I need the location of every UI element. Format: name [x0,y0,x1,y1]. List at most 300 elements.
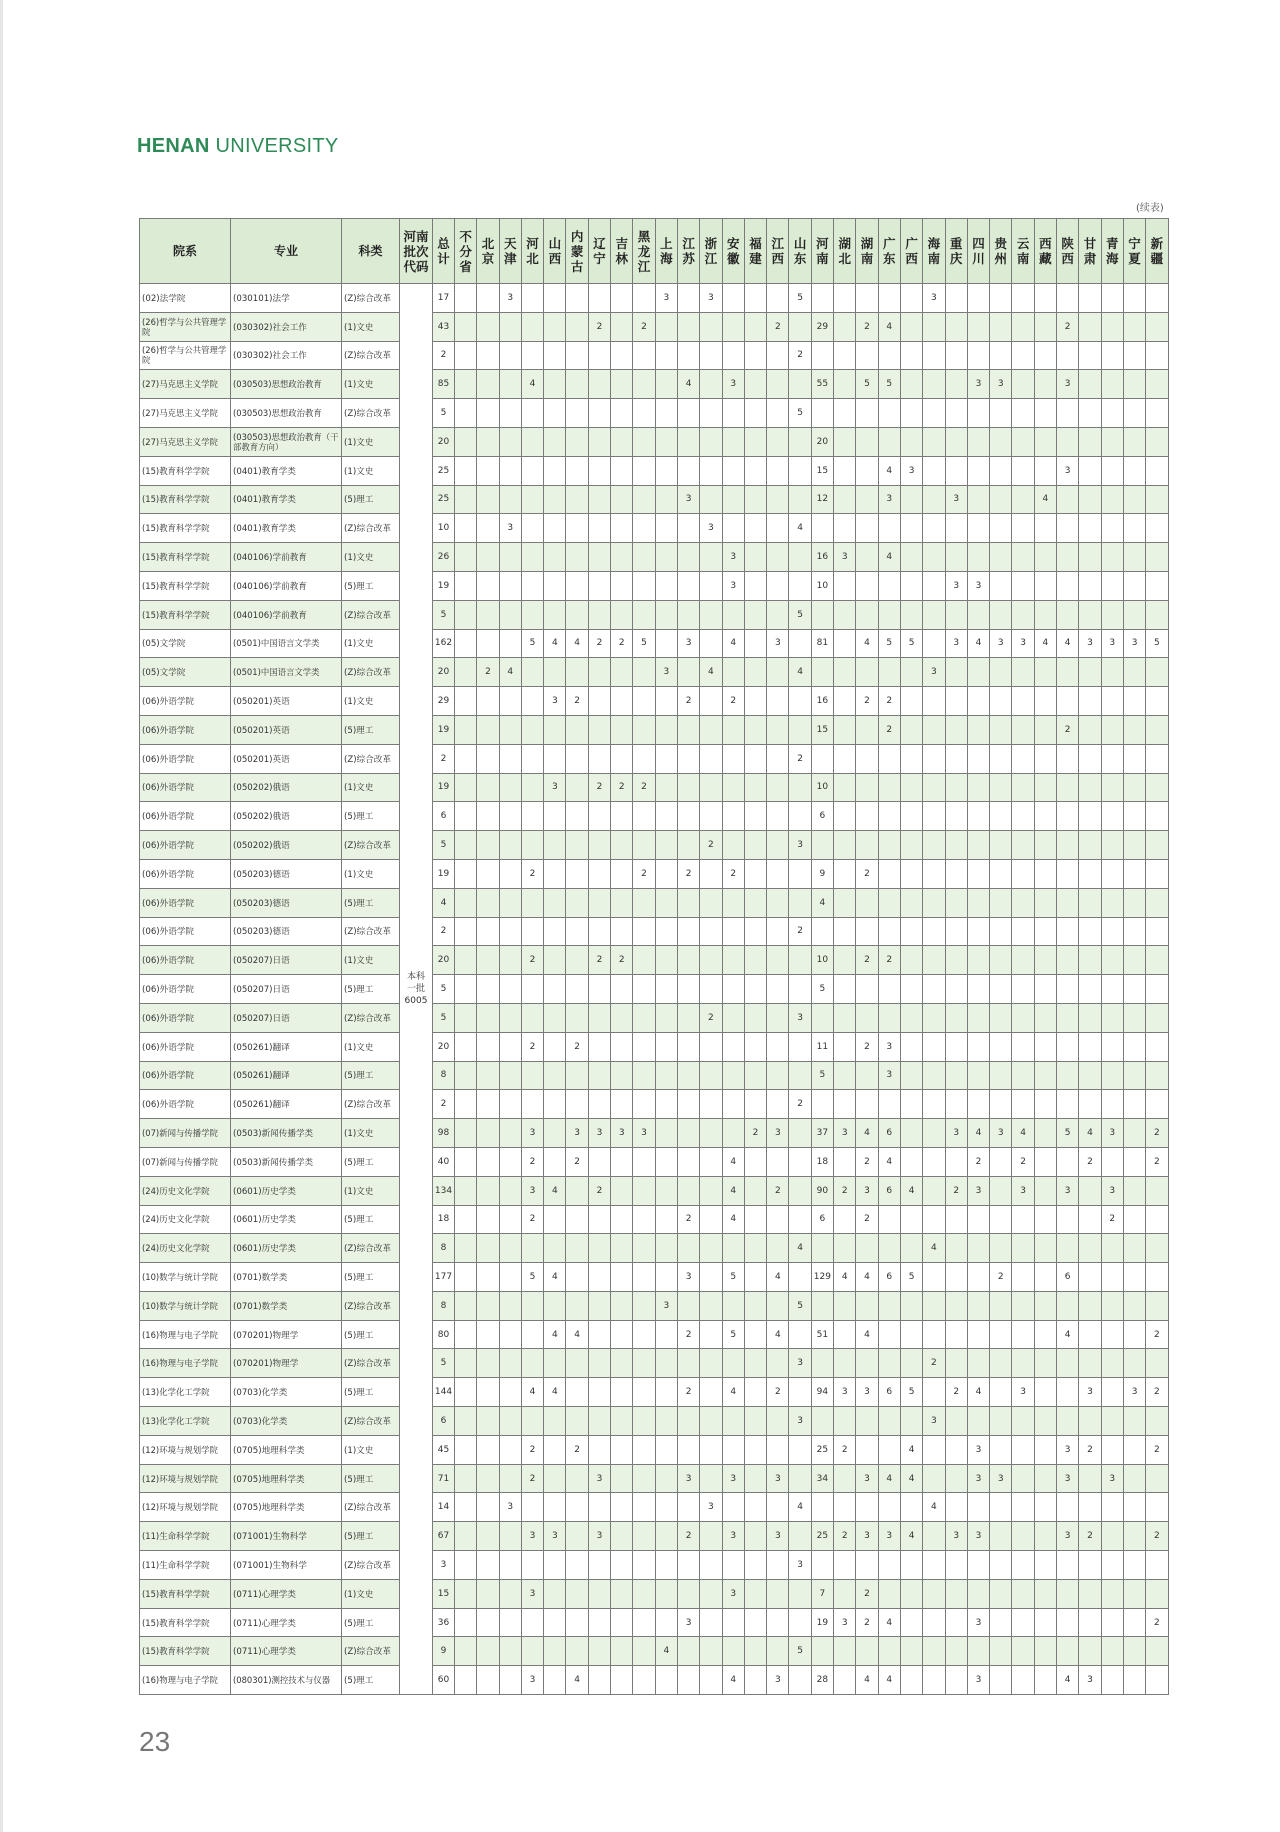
province-cell [722,1003,744,1032]
province-cell: 3 [1079,629,1101,658]
province-cell [900,1032,922,1061]
province-cell [923,888,945,917]
province-cell: 3 [722,543,744,572]
province-cell [945,600,967,629]
category-cell: (5)理工 [342,1147,400,1176]
province-cell [477,284,499,313]
province-cell [544,514,566,543]
province-cell [878,1234,900,1263]
province-cell [499,975,521,1004]
province-cell [700,744,722,773]
province-cell [544,1147,566,1176]
major-cell: (050201)英语 [231,687,342,716]
province-cell [611,456,633,485]
province-cell [900,1234,922,1263]
province-cell [722,1349,744,1378]
province-cell [588,687,610,716]
province-cell [477,1522,499,1551]
province-cell: 3 [967,370,989,399]
college-cell: (12)环境与规划学院 [140,1493,231,1522]
header-province: 河北 [521,219,543,284]
province-cell [990,1579,1012,1608]
province-cell [477,1551,499,1580]
province-cell: 2 [789,744,811,773]
province-cell: 3 [521,1176,543,1205]
total-cell: 20 [433,658,455,687]
province-cell [878,859,900,888]
category-cell: (1)文史 [342,427,400,456]
province-cell [677,1090,699,1119]
province-cell [923,427,945,456]
province-cell [633,1464,655,1493]
province-cell [1034,1176,1056,1205]
table-row [140,1435,1169,1464]
province-cell [677,1407,699,1436]
province-cell [588,1032,610,1061]
province-cell [611,284,633,313]
header-major: 专业 [231,219,342,284]
province-cell: 4 [856,629,878,658]
province-cell [455,1291,477,1320]
province-cell [767,571,789,600]
category-cell: (1)文史 [342,859,400,888]
province-cell [990,1205,1012,1234]
province-cell [700,1637,722,1666]
province-cell [499,888,521,917]
province-cell: 2 [722,687,744,716]
province-cell [677,600,699,629]
province-cell [744,859,766,888]
province-cell [633,1032,655,1061]
province-cell [544,1291,566,1320]
province-cell [544,831,566,860]
province-cell [811,1291,833,1320]
province-cell: 5 [789,284,811,313]
province-cell [1012,1291,1034,1320]
province-cell: 3 [878,1061,900,1090]
province-cell [499,456,521,485]
province-cell [722,1435,744,1464]
province-cell [856,831,878,860]
province-cell [1123,514,1145,543]
table-row [140,1666,1169,1695]
province-cell [900,284,922,313]
college-cell: (15)教育科学学院 [140,543,231,572]
province-cell [544,1407,566,1436]
province-cell [990,284,1012,313]
province-cell [1057,600,1079,629]
province-cell [611,1032,633,1061]
table-row [140,1493,1169,1522]
province-cell [1079,1003,1101,1032]
college-cell: (06)外语学院 [140,1032,231,1061]
province-cell [1057,1147,1079,1176]
province-cell [633,1320,655,1349]
province-cell [900,1061,922,1090]
province-cell [811,284,833,313]
province-cell [967,1320,989,1349]
college-cell: (15)教育科学学院 [140,1608,231,1637]
province-cell [455,1176,477,1205]
province-cell: 3 [1012,1176,1034,1205]
province-cell [1079,946,1101,975]
province-cell [477,1205,499,1234]
province-cell [990,773,1012,802]
province-cell [677,1435,699,1464]
province-cell [499,1522,521,1551]
category-cell: (Z)综合改革 [342,1637,400,1666]
province-cell: 2 [856,1608,878,1637]
province-cell [1012,888,1034,917]
total-cell: 19 [433,773,455,802]
province-cell [923,571,945,600]
province-cell [1012,946,1034,975]
province-cell [1123,1666,1145,1695]
province-cell [455,1119,477,1148]
province-cell [967,1205,989,1234]
category-cell: (5)理工 [342,1608,400,1637]
province-cell [789,1522,811,1551]
province-cell [588,399,610,428]
province-cell [1034,1263,1056,1292]
table-row [140,888,1169,917]
province-cell [566,975,588,1004]
province-cell [990,1378,1012,1407]
province-cell [566,1176,588,1205]
province-cell [811,1407,833,1436]
category-cell: (Z)综合改革 [342,1090,400,1119]
province-cell [633,370,655,399]
province-cell [611,600,633,629]
province-cell [789,1205,811,1234]
province-cell [499,946,521,975]
province-cell [521,917,543,946]
province-cell [1012,1234,1034,1263]
province-cell [544,399,566,428]
province-cell [744,1579,766,1608]
province-cell [923,773,945,802]
province-cell [588,1061,610,1090]
header-province: 浙江 [700,219,722,284]
province-cell [1101,456,1123,485]
province-cell: 3 [1101,1464,1123,1493]
province-cell [990,917,1012,946]
province-cell [477,1349,499,1378]
province-cell [477,1464,499,1493]
province-cell [923,687,945,716]
province-cell [1123,1320,1145,1349]
province-cell [521,284,543,313]
province-cell [744,1407,766,1436]
province-cell [1101,427,1123,456]
total-cell: 60 [433,1666,455,1695]
province-cell [1034,1666,1056,1695]
province-cell [834,888,856,917]
province-cell [1146,975,1168,1004]
province-cell [744,1637,766,1666]
province-cell [945,1493,967,1522]
province-cell [655,687,677,716]
college-cell: (10)数学与统计学院 [140,1291,231,1320]
province-cell [923,1090,945,1119]
province-cell [477,773,499,802]
province-cell [588,1608,610,1637]
major-cell: (0705)地理科学类 [231,1435,342,1464]
province-cell [1012,399,1034,428]
province-cell: 2 [521,1205,543,1234]
province-cell [566,1522,588,1551]
province-cell [900,485,922,514]
province-cell: 2 [789,1090,811,1119]
header-college: 院系 [140,219,231,284]
province-cell [900,543,922,572]
province-cell [521,744,543,773]
province-cell [1123,370,1145,399]
province-cell: 3 [834,1119,856,1148]
province-cell [1146,1176,1168,1205]
province-cell: 4 [856,1119,878,1148]
province-cell [633,543,655,572]
province-cell [700,1032,722,1061]
province-cell [1101,1551,1123,1580]
province-cell [588,370,610,399]
province-cell [1146,600,1168,629]
province-cell [1079,1061,1101,1090]
province-cell [1079,715,1101,744]
category-cell: (Z)综合改革 [342,341,400,370]
province-cell [700,1551,722,1580]
province-cell [677,1349,699,1378]
category-cell: (1)文史 [342,1032,400,1061]
province-cell [744,1349,766,1378]
province-cell: 4 [544,1320,566,1349]
province-cell [1079,485,1101,514]
province-cell [945,744,967,773]
province-cell [1101,485,1123,514]
province-cell [834,831,856,860]
province-cell [1034,284,1056,313]
province-cell [767,1579,789,1608]
province-cell [1123,485,1145,514]
province-cell [945,456,967,485]
province-cell [1101,1579,1123,1608]
province-cell [633,1003,655,1032]
province-cell [1079,744,1101,773]
province-cell [900,1608,922,1637]
province-cell [900,341,922,370]
province-cell [967,975,989,1004]
province-cell [1034,543,1056,572]
province-cell [1079,831,1101,860]
province-cell [1079,1320,1101,1349]
province-cell [499,1666,521,1695]
province-cell: 5 [811,975,833,1004]
province-cell [588,456,610,485]
province-cell [834,600,856,629]
province-cell [878,975,900,1004]
province-cell [611,831,633,860]
province-cell [990,1090,1012,1119]
total-cell: 5 [433,399,455,428]
table-row [140,312,1169,341]
province-cell [923,1435,945,1464]
province-cell [455,456,477,485]
province-cell [1034,1522,1056,1551]
province-cell [923,1378,945,1407]
header-province: 河南 [811,219,833,284]
major-cell: (0501)中国语言文学类 [231,658,342,687]
province-cell: 3 [499,1493,521,1522]
college-cell: (11)生命科学学院 [140,1551,231,1580]
province-cell [1012,456,1034,485]
province-cell [878,399,900,428]
province-cell [499,1205,521,1234]
province-cell [455,1320,477,1349]
province-cell [856,1003,878,1032]
province-cell [455,341,477,370]
major-cell: (050201)英语 [231,744,342,773]
province-cell: 3 [856,1522,878,1551]
province-cell [655,1349,677,1378]
province-cell [923,543,945,572]
province-cell [544,1119,566,1148]
province-cell [1101,773,1123,802]
province-cell: 2 [856,1032,878,1061]
province-cell [655,1205,677,1234]
province-cell: 4 [566,1320,588,1349]
province-cell [499,1263,521,1292]
province-cell: 2 [1012,1147,1034,1176]
province-cell [1146,1407,1168,1436]
province-cell [1057,802,1079,831]
college-cell: (06)外语学院 [140,802,231,831]
province-cell [1079,917,1101,946]
province-cell [477,946,499,975]
province-cell [588,1349,610,1378]
total-cell: 2 [433,917,455,946]
province-cell [611,543,633,572]
province-cell [477,370,499,399]
province-cell [789,1176,811,1205]
province-cell [767,1003,789,1032]
province-cell: 2 [633,773,655,802]
province-cell [611,1493,633,1522]
province-cell [477,399,499,428]
major-cell: (0503)新闻传播学类 [231,1147,342,1176]
province-cell [1123,399,1145,428]
province-cell: 2 [700,1003,722,1032]
province-cell [1079,888,1101,917]
province-cell [1146,399,1168,428]
province-cell [990,975,1012,1004]
province-cell [1123,917,1145,946]
province-cell [856,399,878,428]
province-cell [1012,543,1034,572]
province-cell [566,284,588,313]
province-cell [455,543,477,572]
province-cell [633,1176,655,1205]
province-cell [856,1090,878,1119]
province-cell [1101,399,1123,428]
province-cell [544,859,566,888]
college-cell: (26)哲学与公共管理学院 [140,312,231,341]
category-cell: (1)文史 [342,687,400,716]
province-cell [633,1579,655,1608]
province-cell [477,1608,499,1637]
province-cell [767,284,789,313]
province-cell [878,773,900,802]
province-cell: 29 [811,312,833,341]
province-cell [767,456,789,485]
province-cell [1123,658,1145,687]
province-cell [455,831,477,860]
province-cell: 4 [789,514,811,543]
province-cell [1101,888,1123,917]
province-cell: 3 [588,1464,610,1493]
total-cell: 45 [433,1435,455,1464]
table-row [140,1263,1169,1292]
province-cell [477,312,499,341]
province-cell [1057,1378,1079,1407]
province-cell: 3 [521,1579,543,1608]
province-cell [1057,543,1079,572]
province-cell [655,1003,677,1032]
province-cell [767,802,789,831]
province-cell [967,946,989,975]
province-cell [767,917,789,946]
header-province: 不分省 [455,219,477,284]
table-row [140,1522,1169,1551]
province-cell [834,1003,856,1032]
province-cell: 25 [811,1522,833,1551]
province-cell [744,370,766,399]
province-cell: 4 [521,1378,543,1407]
province-cell [633,1378,655,1407]
province-cell: 2 [566,1147,588,1176]
province-cell [945,1263,967,1292]
college-cell: (06)外语学院 [140,1090,231,1119]
province-cell [856,744,878,773]
province-cell [655,341,677,370]
province-cell [700,1061,722,1090]
province-cell: 4 [789,1493,811,1522]
major-cell: (0401)教育学类 [231,485,342,514]
province-cell [477,629,499,658]
province-cell [566,831,588,860]
province-cell [834,284,856,313]
province-cell [744,312,766,341]
header-province: 青海 [1101,219,1123,284]
province-cell [655,715,677,744]
province-cell: 3 [967,1435,989,1464]
page-number: 23 [139,1726,171,1757]
province-cell: 5 [900,629,922,658]
province-cell [834,1147,856,1176]
category-cell: (1)文史 [342,1435,400,1464]
province-cell [477,427,499,456]
province-cell [633,399,655,428]
province-cell [789,1608,811,1637]
province-cell [700,773,722,802]
province-cell [455,975,477,1004]
province-cell [677,312,699,341]
province-cell [677,975,699,1004]
province-cell [455,917,477,946]
province-cell: 2 [521,1464,543,1493]
province-cell: 4 [521,370,543,399]
province-cell: 2 [722,859,744,888]
header-batch-code: 河南批次代码 [400,219,433,284]
